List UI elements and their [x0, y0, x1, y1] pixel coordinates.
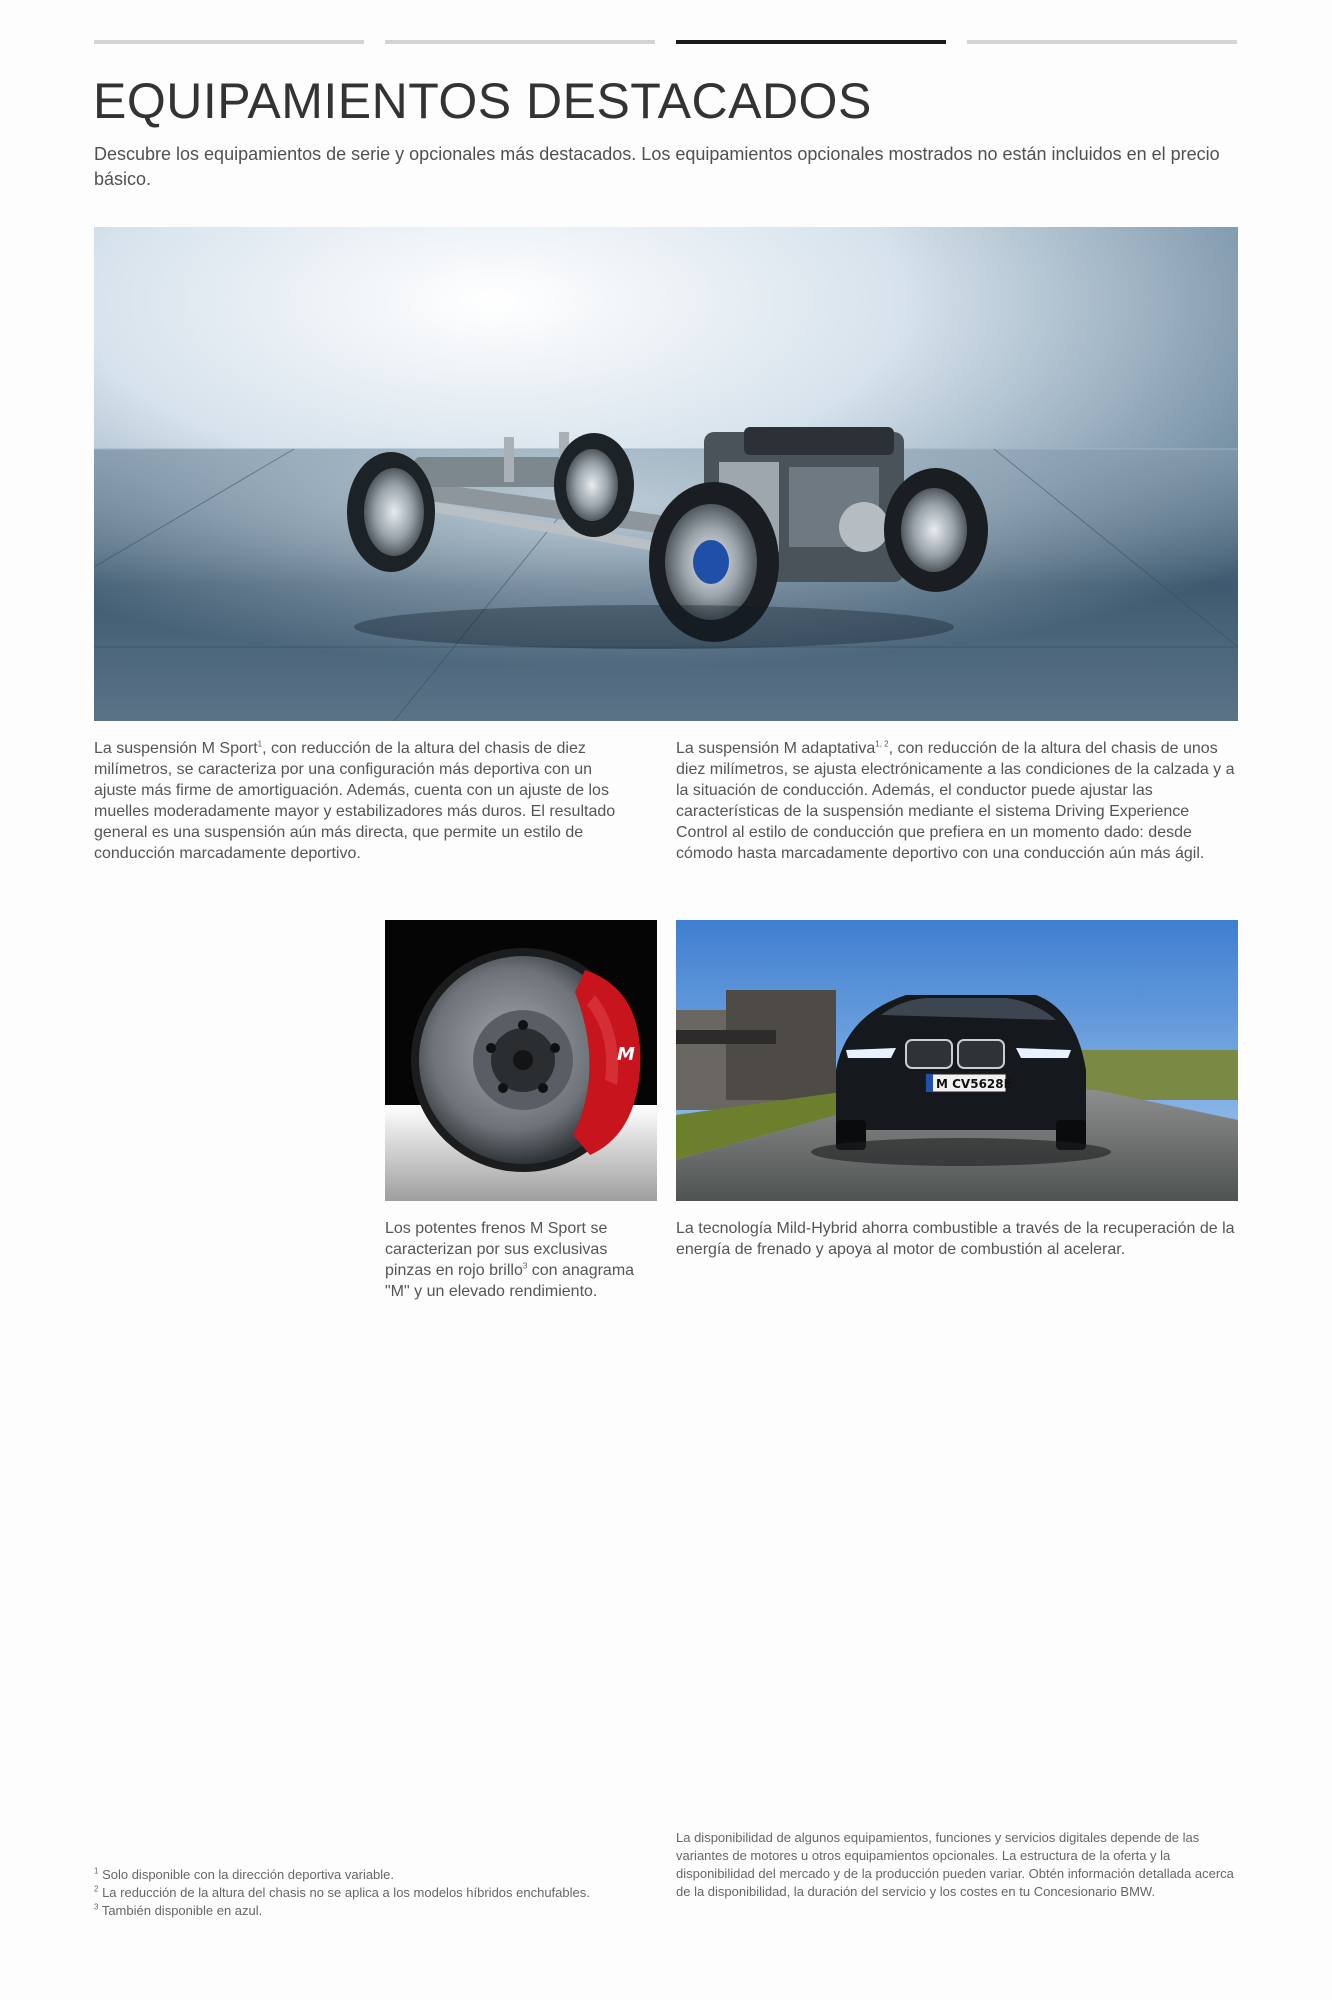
caliper-badge-text: M [617, 1044, 635, 1065]
footnote-ref: 1 [257, 739, 263, 749]
footnote-ref: 1, 2 [875, 739, 889, 749]
caption-text: La suspensión M adaptativa [676, 740, 876, 757]
footnote-text: Solo disponible con la dirección deportiva variable. [98, 1867, 395, 1882]
mild-hybrid-car-photo [676, 920, 1238, 1201]
caption-text: Los potentes frenos M Sport se caracterizan por sus exclusivas pinzas en rojo brillo [385, 1220, 608, 1279]
mild-hybrid-caption: La tecnología Mild-Hybrid ahorra combustible a través de la recuperación de la energía de frenado y apoya al motor de combustión al acelerar. [676, 1220, 1235, 1258]
footnote-ref: 3 [522, 1261, 528, 1271]
caption-text: , con reducción de la altura del chasis de diez milímetros, se caracteriza por una configuración más deportiva con un ajuste más firme de amortiguación. Además, cuenta con un ajuste de los muelles moderadamente mayor y estabilizadores más duros. El resultado general es una suspensión aún más directa, que permite un estilo de conducción marcadamente deportivo. [94, 740, 616, 862]
license-plate-text: M CV5628E [936, 1077, 1012, 1091]
adaptive-suspension-caption [676, 738, 1236, 864]
progress-segment-3-active [676, 40, 946, 44]
progress-segment-1 [94, 40, 364, 44]
footnote-text: También disponible en azul. [98, 1903, 263, 1918]
brake-caliper-photo [385, 920, 657, 1201]
footnote-1 [94, 1866, 654, 1884]
caption-text: , con reducción de la altura del chasis de unos diez milímetros, se ajusta electrónicamente a las condiciones de la calzada y a la situación de conducción. Además, el conductor puede ajustar las características de la suspensión mediante el sistema Driving Experience Control al estilo de conducción que prefiera en un momento dado: desde cómodo hasta marcadamente deportivo con una conducción aún más ágil. [676, 740, 1235, 862]
progress-segment-4 [967, 40, 1237, 44]
progress-segment-2 [385, 40, 655, 44]
footnote-number: 2 [94, 1884, 99, 1894]
footnote-number: 1 [94, 1866, 99, 1876]
footnote-number: 3 [94, 1902, 99, 1912]
caption-text: La suspensión M Sport [94, 740, 258, 757]
footnotes [94, 1866, 654, 1920]
footnote-3 [94, 1902, 654, 1920]
brakes-caption [385, 1218, 657, 1302]
page-title: EQUIPAMIENTOS DESTACADOS [93, 73, 872, 129]
msport-suspension-caption [94, 738, 624, 864]
chassis-suspension-photo [94, 227, 1238, 721]
intro-text: Descubre los equipamientos de serie y opcionales más destacados. Los equipamientos opcionales mostrados no están incluidos en el precio básico. [94, 144, 1220, 189]
caption-text: con anagrama "M" y un elevado rendimiento. [385, 1262, 635, 1300]
availability-legal-text: La disponibilidad de algunos equipamientos, funciones y servicios digitales depende de las variantes de motores u otros equipamientos opcionales. La estructura de la oferta y la disponibilidad del mercado y de la producción pueden variar. Obtén información detallada acerca de la disponibilidad, la duración del servicio y los costes en tu Concesionario BMW. [676, 1830, 1234, 1899]
footnote-2 [94, 1884, 654, 1902]
footnote-text: La reducción de la altura del chasis no se aplica a los modelos híbridos enchufables. [98, 1885, 590, 1900]
